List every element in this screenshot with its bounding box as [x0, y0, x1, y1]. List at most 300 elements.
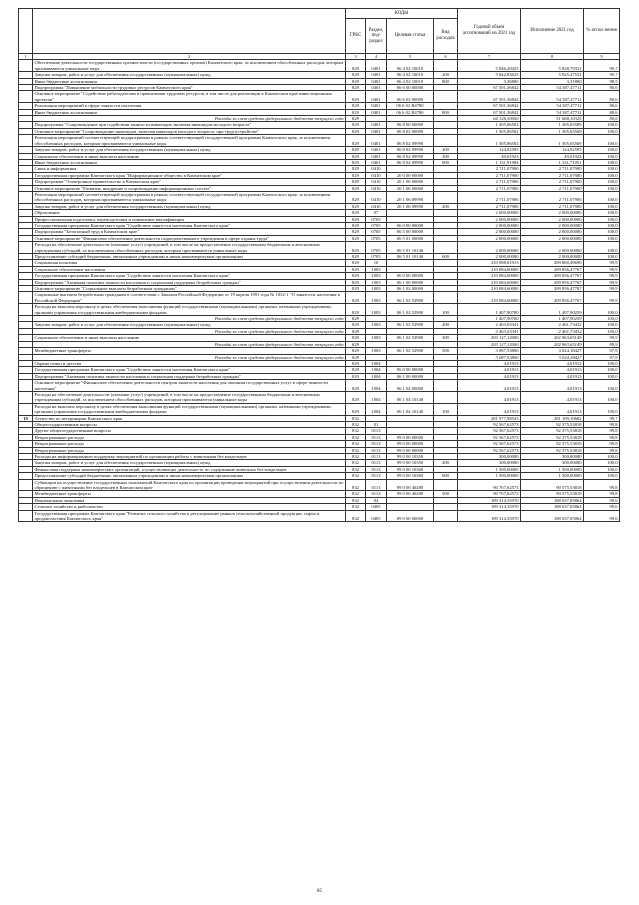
row-executed: 300,00000	[521, 454, 584, 460]
row-grbs: 832	[346, 466, 366, 472]
row-name: Предоставление субсидий бюджетным, автономным учреждениям и иным некоммерческим организациям	[33, 254, 346, 260]
row-grbs: 829	[346, 153, 366, 159]
row-name: Иные бюджетные ассигнования	[33, 109, 346, 115]
row-section: 0401	[366, 135, 387, 147]
row-number	[19, 191, 33, 203]
row-grbs: 832	[346, 428, 366, 434]
row-executed: 2 461,73432	[521, 328, 584, 334]
row-grbs: 829	[346, 328, 366, 334]
row-target: 99 0 00 40280	[387, 479, 434, 491]
row-section: 0113	[366, 491, 387, 497]
table-row	[19, 479, 620, 491]
row-percent: 100,0	[584, 179, 620, 185]
row-plan: 203 127,12000	[458, 341, 521, 347]
row-name: Государственная программа Камчатского края "Развитие сельского хозяйства и регулирование рынков сельскохозяйственной продукции, сырья и продовольствия Камчатского края"	[33, 510, 346, 522]
column-number: 2	[33, 54, 346, 60]
row-grbs: 829	[346, 354, 366, 360]
row-name: Закупка товаров, работ и услуг для обеспечения государственных (муниципальных) нужд	[33, 322, 346, 328]
row-section: 0705	[366, 222, 387, 228]
row-percent: 100,0	[584, 128, 620, 134]
row-section: 0113	[366, 447, 387, 453]
row-executed: 2 711,07900	[521, 172, 584, 178]
row-target: 06 1 00 00000	[387, 279, 434, 285]
row-grbs: 829	[346, 266, 366, 272]
row-executed: 300,00000	[521, 460, 584, 466]
column-number: 3	[346, 54, 366, 60]
row-number	[19, 60, 33, 72]
row-percent: 99,7	[584, 415, 620, 421]
row-name: Основное мероприятие "Социальные выплаты безработным гражданам"	[33, 286, 346, 292]
row-grbs: 829	[346, 85, 366, 91]
row-target: 06 8 02 09990	[387, 135, 434, 147]
row-section: 01	[366, 421, 387, 427]
row-grbs: 829	[346, 203, 366, 209]
header-percent: % испол нения	[584, 9, 620, 54]
row-number	[19, 135, 33, 147]
column-number: 4	[366, 54, 387, 60]
row-target: 06 4 02 10010	[387, 78, 434, 84]
header-target: Целевая статья	[387, 19, 434, 54]
row-executed: 202 963,65149	[521, 341, 584, 347]
row-executed: 281 109,10682	[521, 415, 584, 421]
row-section: 0405	[366, 510, 387, 522]
row-grbs: 832	[346, 497, 366, 503]
row-target: 06 8 02 09990	[387, 147, 434, 153]
row-section: 0401	[366, 122, 387, 128]
row-percent: 100,0	[584, 391, 620, 403]
row-plan: 2 463,03341	[458, 322, 521, 328]
row-executed: 90 575,53818	[521, 491, 584, 497]
row-executed: 54 387,47711	[521, 103, 584, 109]
row-percent: 100,0	[584, 328, 620, 334]
row-percent: 80,6	[584, 91, 620, 103]
row-plan: 5 846,20425	[458, 60, 521, 72]
column-number: 6	[434, 54, 458, 60]
row-executed: 2 461,73432	[521, 322, 584, 328]
row-plan: 92 567,62573	[458, 447, 521, 453]
row-executed: 2 000,00000	[521, 210, 584, 216]
row-plan: 2 711,07900	[458, 203, 521, 209]
row-name: Государственная программа Камчатского края "Содействие занятости населения Камчатского края"	[33, 273, 346, 279]
row-percent: 100,0	[584, 316, 620, 322]
table-header	[19, 9, 620, 54]
row-executed: 209 856,47767	[521, 286, 584, 292]
row-name: Реализация мероприятий соответствующей подпрограммы в рамках соответствующей государственной программы Камчатского края, за исключением обособленных расходов, которым присваиваются уникальные коды	[33, 191, 346, 203]
row-percent: 99,8	[584, 479, 620, 491]
row-plan: 124,92595	[458, 147, 521, 153]
row-target: 06 6 02 R4780	[387, 109, 434, 115]
row-target: 06 0 00 00000	[387, 273, 434, 279]
row-plan: 189 314,35970	[458, 510, 521, 522]
row-section: 0113	[366, 441, 387, 447]
row-plan: 210 084,60000	[458, 279, 521, 285]
row-executed: 4,01913	[521, 367, 584, 373]
row-expense-type: 800	[434, 159, 458, 165]
row-section: 0401	[366, 85, 387, 91]
row-percent: 100,0	[584, 304, 620, 316]
row-expense-type: 800	[434, 78, 458, 84]
row-section: 1004	[366, 403, 387, 415]
row-grbs: 832	[346, 491, 366, 497]
row-percent: 100,0	[584, 135, 620, 147]
row-plan: 67 501,36842	[458, 109, 521, 115]
row-section: 0705	[366, 229, 387, 235]
row-name: Межбюджетные трансферты	[33, 348, 346, 354]
row-grbs: 829	[346, 273, 366, 279]
row-grbs: 829	[346, 403, 366, 415]
row-name: Обеспечение деятельности государственных органов власти (государственных органов) Камчатского края, за исключением обособленных расходов, которым присваиваются уникальные коды	[33, 60, 346, 72]
row-section: 1003	[366, 304, 387, 316]
row-percent: 100,0	[584, 210, 620, 216]
row-target: 06 1 02 52900	[387, 322, 434, 328]
row-name: Социальное обеспечение и иные выплаты населению	[33, 153, 346, 159]
row-name: Подпрограмма "Сопровождение при содействии занятости инвалидов, включая инвалидов молодого возраста"	[33, 122, 346, 128]
row-executed: 3 024,18427	[521, 348, 584, 354]
row-name: Общегосударственные вопросы	[33, 421, 346, 427]
row-percent: 99,7	[584, 72, 620, 78]
row-name: Закупка товаров, работ и услуг для обеспечения государственных (муниципальных) нужд	[33, 147, 346, 153]
table-row	[19, 510, 620, 522]
row-plan: 2 711,07900	[458, 191, 521, 203]
row-name: Подпрограмма "Повышение мобильности трудовых ресурсов Камчатского края"	[33, 85, 346, 91]
row-grbs: 832	[346, 415, 366, 421]
row-percent: 99,9	[584, 341, 620, 347]
row-target: 20 1 06 00000	[387, 185, 434, 191]
row-percent: 100,0	[584, 203, 620, 209]
table-row	[19, 391, 620, 403]
row-grbs: 832	[346, 441, 366, 447]
row-plan: 203 127,12000	[458, 335, 521, 341]
row-percent: 100,0	[584, 460, 620, 466]
row-name: Социальные выплаты безработным гражданам в соответствии с Законом Российской Федерации от 19 апреля 1991 года № 1032-1 "О занятости населения в Российской Федерации"	[33, 292, 346, 304]
row-grbs: 832	[346, 473, 366, 479]
row-grbs: 829	[346, 78, 366, 84]
row-percent: 99,6	[584, 497, 620, 503]
row-number	[19, 242, 33, 254]
row-expense-type: 300	[434, 153, 458, 159]
table-row	[19, 60, 620, 72]
row-executed: 3 024,18427	[521, 354, 584, 360]
row-section: 0405	[366, 504, 387, 510]
row-name: Иные бюджетные ассигнования	[33, 78, 346, 84]
row-section: 0401	[366, 159, 387, 165]
row-section: 0113	[366, 473, 387, 479]
row-percent: 100,0	[584, 191, 620, 203]
row-name: Сельское хозяйство и рыболовство	[33, 504, 346, 510]
row-number	[19, 510, 33, 522]
row-executed: 202 963,65149	[521, 335, 584, 341]
row-expense-type	[434, 510, 458, 522]
row-expense-type: 200	[434, 72, 458, 78]
row-plan: 210 084,60000	[458, 292, 521, 304]
table-row	[19, 135, 620, 147]
row-target: 20 1 06 09990	[387, 191, 434, 203]
row-name: Расходы за счет средств федерального бюджета текущего года	[33, 341, 346, 347]
row-grbs: 829	[346, 242, 366, 254]
row-percent: 99,8	[584, 434, 620, 440]
row-expense-type: 600	[434, 254, 458, 260]
row-section: 0410	[366, 185, 387, 191]
row-percent: 99,9	[584, 292, 620, 304]
row-percent: 99,8	[584, 441, 620, 447]
row-name: Подпрограмма "Активная политика занятости населения и социальная поддержка безработных граждан"	[33, 279, 346, 285]
row-plan: 4,01913	[458, 403, 521, 415]
row-grbs: 829	[346, 109, 366, 115]
header-section: Раздел, под-раздел	[366, 19, 387, 54]
row-plan: 4,01913	[458, 367, 521, 373]
row-executed: 2 711,07900	[521, 179, 584, 185]
row-grbs: 829	[346, 72, 366, 78]
row-executed: 209 856,47767	[521, 273, 584, 279]
row-plan: 67 501,36842	[458, 91, 521, 103]
row-section: 0401	[366, 78, 387, 84]
row-grbs: 829	[346, 147, 366, 153]
row-percent: 100,0	[584, 373, 620, 379]
row-section: 1003	[366, 348, 387, 354]
row-executed: 92 375,53818	[521, 421, 584, 427]
row-grbs: 832	[346, 460, 366, 466]
row-grbs: 832	[346, 510, 366, 522]
row-grbs: 829	[346, 122, 366, 128]
row-plan: 92 567,62573	[458, 441, 521, 447]
row-name: Государственная программа Камчатского края "Содействие занятости населения Камчатского края"	[33, 222, 346, 228]
row-expense-type: 800	[434, 109, 458, 115]
row-name: Профессиональная подготовка, переподготовка и повышение квалификации	[33, 216, 346, 222]
row-expense-type: 200	[434, 147, 458, 153]
header-executed: Исполнение 2021 год	[521, 9, 584, 54]
row-target: 06 1 04 00000	[387, 380, 434, 392]
row-executed: 209 856,47767	[521, 292, 584, 304]
row-executed: 2 000,00000	[521, 254, 584, 260]
row-grbs: 829	[346, 222, 366, 228]
row-section: 0401	[366, 72, 387, 78]
row-plan: 4,01913	[458, 380, 521, 392]
row-name: Подпрограмма "Электронное правительство в Камчатском крае"	[33, 179, 346, 185]
row-executed: 4,01913	[521, 373, 584, 379]
row-percent: 100,0	[584, 229, 620, 235]
row-executed: 90 575,53818	[521, 479, 584, 491]
row-target: 06 1 02 52900	[387, 292, 434, 304]
row-name: Подпрограмма "Безопасный труд в Камчатском крае"	[33, 229, 346, 235]
row-executed: 4,01913	[521, 391, 584, 403]
row-name: Реализация мероприятий в сфере занятости населения	[33, 103, 346, 109]
row-plan: 2 000,00000	[458, 210, 521, 216]
column-number: 7	[458, 54, 521, 60]
row-target: 06 5 01 10140	[387, 242, 434, 254]
row-section: 10	[366, 260, 387, 266]
row-plan: 2 000,00000	[458, 235, 521, 241]
row-percent: 100,0	[584, 185, 620, 191]
row-percent: 99,7	[584, 60, 620, 72]
row-target: 06 0 00 00000	[387, 222, 434, 228]
row-plan: 2 000,00000	[458, 222, 521, 228]
row-section: 0410	[366, 179, 387, 185]
row-plan: 210 084,60000	[458, 286, 521, 292]
row-executed: 51 668,10325	[521, 116, 584, 122]
row-target: 06 1 04 10140	[387, 403, 434, 415]
row-name: Основное мероприятие "Содействие работодателям в привлечении трудовых ресурсов, в том числе для реализации в Камчатском крае инвестиционных проектов"	[33, 91, 346, 103]
row-section: 0113	[366, 460, 387, 466]
row-percent: 100,0	[584, 380, 620, 392]
row-plan: 300,00000	[458, 454, 521, 460]
row-name: Межбюджетные трансферты	[33, 491, 346, 497]
row-name: Национальная экономика	[33, 497, 346, 503]
row-plan: 1 305,86502	[458, 128, 521, 134]
row-executed: 1 305,65569	[521, 122, 584, 128]
row-target: 06 1 00 00000	[387, 373, 434, 379]
row-section: 1004	[366, 367, 387, 373]
row-plan: 300,00000	[458, 460, 521, 466]
row-section: 0705	[366, 242, 387, 254]
row-plan: 2 463,03341	[458, 328, 521, 334]
column-number: 8	[521, 54, 584, 60]
row-plan: 1 305,86502	[458, 122, 521, 128]
row-target: 06 5 00 00000	[387, 229, 434, 235]
row-section: 1003	[366, 292, 387, 304]
row-name: Непрограммные расходы	[33, 441, 346, 447]
row-grbs: 829	[346, 260, 366, 266]
row-target: 06 1 02 00000	[387, 286, 434, 292]
row-grbs: 832	[346, 434, 366, 440]
row-percent: 100,0	[584, 159, 620, 165]
row-grbs: 829	[346, 128, 366, 134]
row-executed: 4,01913	[521, 360, 584, 366]
row-percent: 99,9	[584, 266, 620, 272]
row-section: 1003	[366, 266, 387, 272]
row-section: 0113	[366, 434, 387, 440]
row-name: Основное мероприятие "Сопровождение инвалидов, включая инвалидов молодого возраста, при трудоустройстве"	[33, 128, 346, 134]
row-plan: 1 407,90700	[458, 304, 521, 316]
row-grbs: 832	[346, 421, 366, 427]
row-section: 04	[366, 497, 387, 503]
row-name: Закупка товаров, работ и услуг для обеспечения государственных (муниципальных) нужд	[33, 203, 346, 209]
row-section: 1003	[366, 286, 387, 292]
table-row	[19, 380, 620, 392]
row-percent: 98,5	[584, 78, 620, 84]
row-name: Субвенции на осуществление государственных полномочий Камчатского края по организации проведения мероприятий при осуществлении деятельности по обращению с животными без владельцев в Камчатском крае	[33, 479, 346, 491]
row-executed: 2 000,00000	[521, 216, 584, 222]
row-percent: 100,0	[584, 216, 620, 222]
row-number: 19	[19, 415, 33, 421]
row-name: Связь и информатика	[33, 166, 346, 172]
row-section: 0113	[366, 466, 387, 472]
row-section: 0401	[366, 103, 387, 109]
row-name: Расходы на обеспечение деятельности (оказание услуг) учреждений, в том числе на предоставление государственным бюджетным и автономным учреждениям субсидий, за исключением обособленных расходов, которым присваиваются уникальные коды	[33, 391, 346, 403]
row-grbs: 829	[346, 360, 366, 366]
row-target: 06 1 02 52900	[387, 335, 434, 341]
page-number: 85	[317, 889, 322, 894]
row-expense-type	[434, 380, 458, 392]
row-section: 0113	[366, 454, 387, 460]
row-plan: 1 131,91984	[458, 159, 521, 165]
row-plan: 1 407,90700	[458, 316, 521, 322]
row-name: Закупка товаров, работ и услуг для обеспечения государственных (муниципальных) нужд	[33, 72, 346, 78]
row-grbs: 829	[346, 316, 366, 322]
row-executed: 4,01913	[521, 380, 584, 392]
row-section: 0410	[366, 172, 387, 178]
row-target: 06 8 02 09990	[387, 153, 434, 159]
row-name: Финансовая поддержка некоммерческих организаций, осуществляющих деятельность по содержанию животных без владельцев	[33, 466, 346, 472]
row-grbs: 829	[346, 172, 366, 178]
row-name: Основное мероприятие "Финансовое обеспечение деятельности подведомственного учреждения в сфере охраны труда"	[33, 235, 346, 241]
row-target: 06 4 02 10010	[387, 72, 434, 78]
row-target: 06 1 02 52900	[387, 348, 434, 354]
row-section: 1004	[366, 391, 387, 403]
row-section: 0705	[366, 216, 387, 222]
row-executed: 92 375,53818	[521, 434, 584, 440]
row-plan: 49,01923	[458, 153, 521, 159]
row-executed: 2 711,07900	[521, 185, 584, 191]
row-executed: 2 000,00000	[521, 229, 584, 235]
row-grbs: 829	[346, 341, 366, 347]
column-number: 9	[584, 54, 620, 60]
row-target: 06 5 01 00000	[387, 235, 434, 241]
row-name: Охрана семьи и детства	[33, 360, 346, 366]
row-plan: 2 000,00000	[458, 242, 521, 254]
row-expense-type	[434, 191, 458, 203]
row-section: 0410	[366, 166, 387, 172]
row-name: Предоставление субсидий бюджетным, автономным учреждениям и иным некоммерческим организациям	[33, 473, 346, 479]
row-plan: 189 314,35970	[458, 497, 521, 503]
row-plan: 2 711,07900	[458, 179, 521, 185]
row-plan: 1 305,86502	[458, 135, 521, 147]
row-section: 1004	[366, 373, 387, 379]
row-name: Расходы на выплаты персоналу в целях обеспечения выполнения функций государственными (муниципальными) органами, казенными учреждениями, органами управления государственными внебюджетными фондами	[33, 403, 346, 415]
row-grbs: 829	[346, 254, 366, 260]
row-plan: 2 711,07900	[458, 185, 521, 191]
row-target: 06 6 02 00000	[387, 91, 434, 103]
row-percent: 80,6	[584, 103, 620, 109]
header-expense-type: Вид расходов	[434, 19, 458, 54]
table-row	[19, 403, 620, 415]
row-executed: 54 387,47711	[521, 85, 584, 91]
row-plan: 4,01913	[458, 360, 521, 366]
row-percent: 100,0	[584, 235, 620, 241]
row-section: 1003	[366, 279, 387, 285]
row-name: Агентство по ветеринарии Камчатского края	[33, 415, 346, 421]
row-name: Государственная программа Камчатского края "Содействие занятости населения Камчатского края"	[33, 367, 346, 373]
row-plan: 3 087,53800	[458, 354, 521, 360]
row-plan: 90 767,62573	[458, 491, 521, 497]
row-section: 0410	[366, 203, 387, 209]
row-grbs: 829	[346, 235, 366, 241]
row-number	[19, 91, 33, 103]
row-executed: 1 305,65569	[521, 135, 584, 147]
row-percent: 100,0	[584, 403, 620, 415]
row-grbs: 829	[346, 229, 366, 235]
row-grbs: 829	[346, 210, 366, 216]
row-expense-type: 200	[434, 460, 458, 466]
row-target: 06 8 00 00000	[387, 122, 434, 128]
row-section: 0401	[366, 91, 387, 103]
row-grbs: 829	[346, 367, 366, 373]
row-plan: 2 711,07900	[458, 172, 521, 178]
row-target: 20 1 00 00000	[387, 179, 434, 185]
row-grbs: 829	[346, 380, 366, 392]
row-expense-type	[434, 60, 458, 72]
row-executed: 5 828,79331	[521, 60, 584, 72]
row-percent: 80,6	[584, 85, 620, 91]
row-name: Социальное обеспечение населения	[33, 266, 346, 272]
row-executed: 124,92595	[521, 147, 584, 153]
row-percent: 100,0	[584, 172, 620, 178]
row-grbs: 832	[346, 447, 366, 453]
row-percent: 99,8	[584, 421, 620, 427]
row-target: 99 0 00 00000	[387, 447, 434, 453]
row-plan: 210 084,60000	[458, 266, 521, 272]
row-percent: 100,0	[584, 322, 620, 328]
row-target: 99 0 00 10350	[387, 454, 434, 460]
